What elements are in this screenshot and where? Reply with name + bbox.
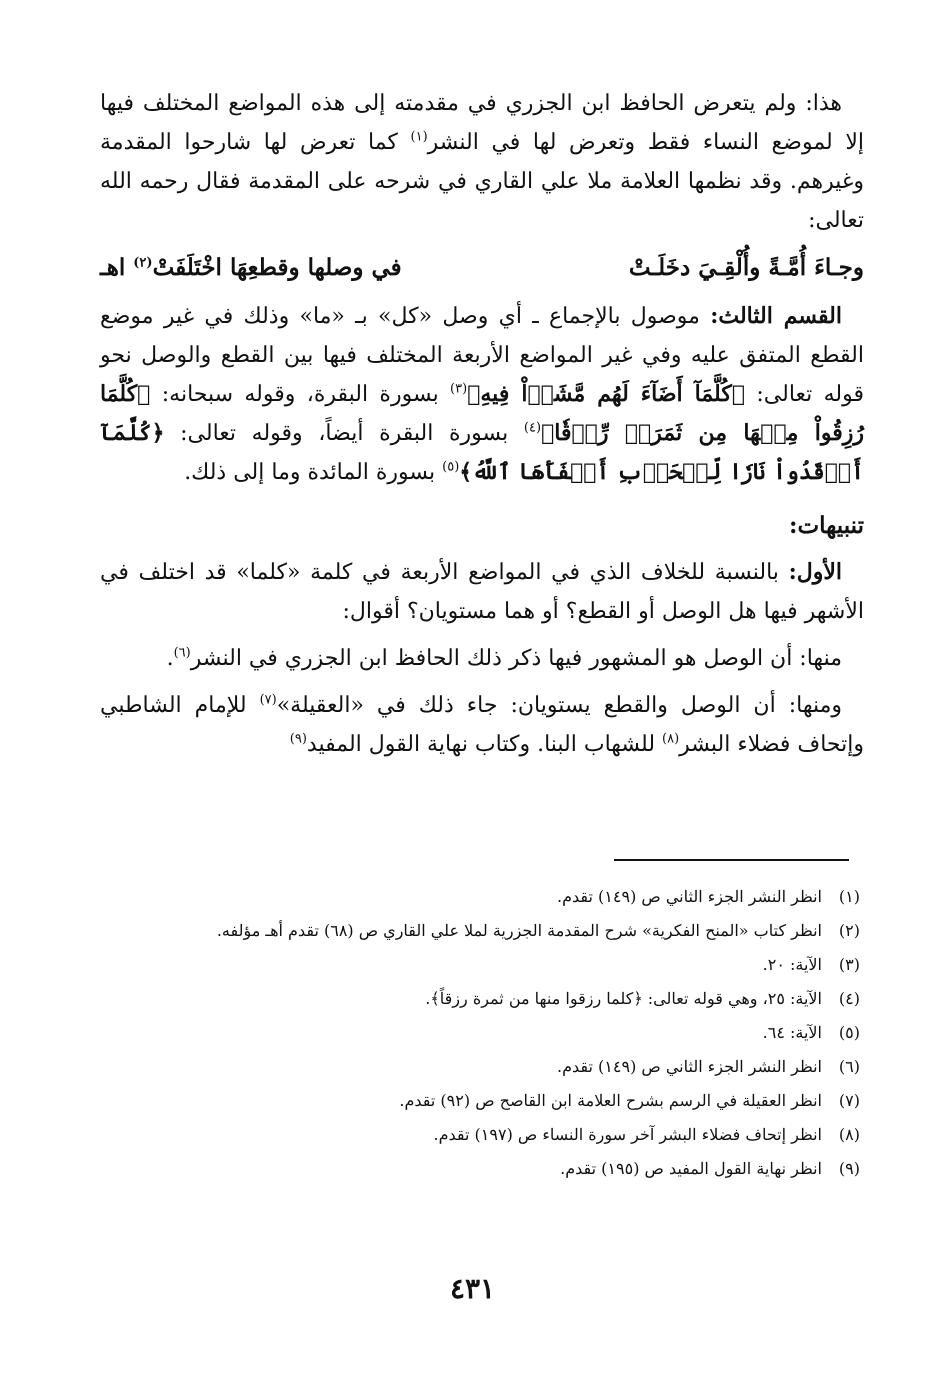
section3-label: القسم الثالث: <box>710 303 842 329</box>
section3-text-d: بسورة المائدة وما إلى ذلك. <box>184 460 443 485</box>
footnote-item <box>90 982 860 1016</box>
section3-text-c: بسورة البقرة أيضاً، وقوله تعالى: <box>164 421 524 446</box>
footnote-number: (٦) <box>838 1057 860 1076</box>
opinion-1-end: . <box>166 646 174 671</box>
footnote-ref-2: (٢) <box>133 255 153 271</box>
footnote-number: (٥) <box>838 1023 860 1042</box>
footnote-ref-1: (١) <box>410 129 428 145</box>
paragraph-intro <box>100 84 864 240</box>
footnote-ref-4: (٤) <box>523 420 542 436</box>
opinion-2-text-b: للإمام الشاطبي وإتحاف فضلاء البشر <box>100 693 864 757</box>
poem-second-hemistich: في وصلها وقطعِهَا اخْتَلَفَتْ <box>152 254 402 281</box>
footnote-ref-3: (٣) <box>450 381 468 397</box>
footnote-number: (٢) <box>838 921 860 940</box>
footnote-ref-9: (٩) <box>289 731 307 747</box>
paragraph-first-note <box>100 553 864 631</box>
footnote-item <box>90 1152 860 1186</box>
footnote-item <box>90 1016 860 1050</box>
paragraph-opinion-2 <box>100 686 864 764</box>
paragraph-section3 <box>100 297 864 492</box>
footnote-text: الآية: ٦٤. <box>762 1023 822 1042</box>
intro-text: هذا: ولم يتعرض الحافظ ابن الجزري في مقدمته إلى هذه المواضع المختلف فيها إلا لموضع النساء فقط وتعرض لها في النشر <box>100 91 864 155</box>
footnote-ref-5: (٥) <box>442 459 460 475</box>
section3-text-b: بسورة البقرة، وقوله سبحانه: <box>150 382 451 407</box>
intro-text-continued: كما تعرض لها شارحوا المقدمة وغيرهم. وقد نظمها العلامة ملا علي القاري في شرحه على المقدمة فقال رحمه الله تعالى: <box>100 130 864 233</box>
footnote-text: انظر النشر الجزء الثاني ص (١٤٩) تقدم. <box>557 887 822 906</box>
quran-verse-1: ﴿كُلَّمَآ أَضَآءَ لَهُم مَّشَوۡاْ فِيهِ﴾ <box>467 381 746 407</box>
footnote-number: (١) <box>838 887 860 906</box>
footnote-ref-6: (٦) <box>173 645 191 661</box>
footnote-item <box>90 880 860 914</box>
main-text <box>100 84 864 772</box>
footnote-text: انظر نهاية القول المفيد ص (١٩٥) تقدم. <box>560 1159 822 1178</box>
footnote-divider <box>614 859 849 861</box>
notes-heading: تنبيهات: <box>789 512 864 539</box>
poem-second-hemistich-wrap <box>100 248 402 287</box>
footnote-text: الآية: ٢٠. <box>762 955 822 974</box>
footnote-number: (٣) <box>838 955 860 974</box>
section3-text: موصول بالإجماع ـ أي وصل «كل» بـ «ما» وذلك في غير موضع القطع المتفق عليه وفي غير المواضع الأربعة المختلف فيها بين القطع والوصل نحو قوله تعالى: <box>100 304 864 407</box>
first-note-label: الأول: <box>788 559 842 585</box>
footnote-item <box>90 914 860 948</box>
opinion-2-text-c: للشهاب البنا. وكتاب نهاية القول المفيد <box>306 732 663 757</box>
footnote-item <box>90 1118 860 1152</box>
footnote-ref-7: (٧) <box>259 692 277 708</box>
footnote-text: انظر كتاب «المنح الفكرية» شرح المقدمة الجزرية لملا علي القاري ص (٦٨) تقدم أهـ مؤلفه. <box>216 921 822 940</box>
footnote-text: انظر العقيلة في الرسم بشرح العلامة ابن القاصح ص (٩٢) تقدم. <box>399 1091 822 1110</box>
footnote-item <box>90 948 860 982</box>
footnote-number: (٩) <box>838 1159 860 1178</box>
poem-verse <box>100 248 864 287</box>
footnote-number: (٨) <box>838 1125 860 1144</box>
footnote-number: (٧) <box>838 1091 860 1110</box>
quran-verse-3: ﴿كُلَّمَآ أَوۡقَدُواْ نَارٗا لِّلۡحَرۡبِ أَطۡفَأَهَا ٱللَّهُ﴾ <box>100 420 864 485</box>
footnote-text: انظر إتحاف فضلاء البشر آخر سورة النساء ص (١٩٧) تقدم. <box>433 1125 822 1144</box>
footnote-item <box>90 1084 860 1118</box>
footnote-ref-8: (٨) <box>662 731 680 747</box>
poem-first-hemistich: وجـاءَ أُمَّـةً وأُلْقِـيَ دخَلَـتْ <box>628 254 864 281</box>
footnote-text: انظر النشر الجزء الثاني ص (١٤٩) تقدم. <box>557 1057 822 1076</box>
footnote-text: الآية: ٢٥، وهي قوله تعالى: ﴿كلما رزقوا منها من ثمرة رزقاً﴾. <box>425 989 822 1008</box>
opinion-2-text: ومنها: أن الوصل والقطع يستويان: جاء ذلك في «العقيلة» <box>276 693 843 718</box>
footnote-item <box>90 1050 860 1084</box>
paragraph-opinion-1 <box>100 639 864 678</box>
footnote-number: (٤) <box>838 989 860 1008</box>
poem-end-mark: اهـ <box>100 254 134 281</box>
page-number: ٤٣١ <box>449 1272 496 1305</box>
first-note-text: بالنسبة للخلاف الذي في المواضع الأربعة في كلمة «كلما» قد اختلف في الأشهر فيها هل الوصل أو القطع؟ أو هما مستويان؟ أقوال: <box>100 560 864 624</box>
quran-verse-2: ﴿كُلَّمَا رُزِقُواْ مِنۡهَا مِن ثَمَرَةٖ رِّزۡقٗا﴾ <box>100 381 864 446</box>
opinion-1-text: منها: أن الوصل هو المشهور فيها ذكر ذلك الحافظ ابن الجزري في النشر <box>190 646 842 671</box>
footnotes-list <box>90 880 860 1186</box>
